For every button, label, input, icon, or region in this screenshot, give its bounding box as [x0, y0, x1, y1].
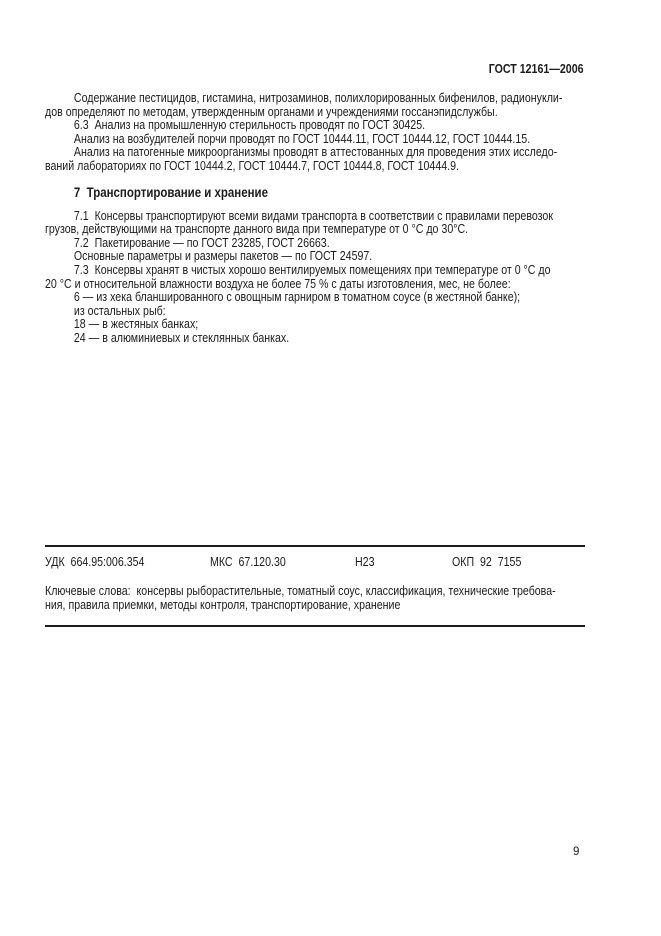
group-code: Н23 [355, 555, 375, 569]
body-line: ваний лабораториях по ГОСТ 10444.2, ГОСТ 10444.7, ГОСТ 10444.8, ГОСТ 10444.9. [45, 158, 459, 173]
keywords-block [45, 585, 606, 613]
list-item: из остальных рыб: [73, 303, 166, 318]
keywords-line: Ключевые слова: консервы рыборастительные, томатный соус, классификация, технические требова- [45, 584, 556, 598]
body-line: 7.2 Пакетирование — по ГОСТ 23285, ГОСТ 26663. [73, 235, 330, 250]
body-line: Содержание пестицидов, гистамина, нитрозаминов, полихлорированных бифенилов, радионукли- [73, 91, 563, 105]
udk-code: УДК 664.95:006.354 [45, 555, 145, 569]
divider-top [45, 545, 585, 547]
body-line: 7.1 Консервы транспортируют всеми видами транспорта в соответствии с правилами перевозок [73, 208, 553, 223]
body-line: 7.3 Консервы хранят в чистых хорошо вентилируемых помещениях при температуре от 0 °С до [73, 262, 551, 277]
mks-code: МКС 67.120.30 [210, 555, 286, 569]
body-text [45, 92, 606, 346]
body-line: 6.3 Анализ на промышленную стерильность проводят по ГОСТ 30425. [73, 118, 426, 133]
body-line: Анализ на возбудителей порчи проводят по ГОСТ 10444.11, ГОСТ 10444.12, ГОСТ 10444.15. [73, 131, 531, 146]
list-item: 6 — из хека бланшированного с овощным гарниром в томатном соусе (в жестяной банке); [73, 290, 521, 305]
body-line: дов определяют по методам, утвержденным органами и учреждениями госсанэпидслужбы. [45, 104, 498, 119]
okp-code: ОКП 92 7155 [452, 555, 522, 569]
body-line: Анализ на патогенные микроорганизмы проводят в аттестованных для проведения этих исследо- [73, 145, 558, 160]
divider-bottom [45, 625, 585, 627]
classification-codes-row [45, 555, 585, 570]
list-item: 18 — в жестяных банках; [73, 317, 199, 332]
page-number: 9 [573, 846, 580, 858]
body-line: 20 °С и относительной влажности воздуха не более 75 % с даты изготовления, мес, не более: [45, 276, 511, 291]
keywords-line: ния, правила приемки, методы контроля, транспортирование, хранение [45, 597, 401, 612]
doc-number: ГОСТ 12161—2006 [489, 62, 584, 76]
body-line: грузов, действующими на транспорте данного вида при температуре от 0 °С до 30°С. [45, 222, 469, 237]
body-line: Основные параметры и размеры пакетов — по ГОСТ 24597. [73, 249, 373, 264]
list-item: 24 — в алюминиевых и стеклянных банках. [73, 330, 290, 345]
section-7-heading: 7 Транспортирование и хранение [73, 184, 268, 200]
